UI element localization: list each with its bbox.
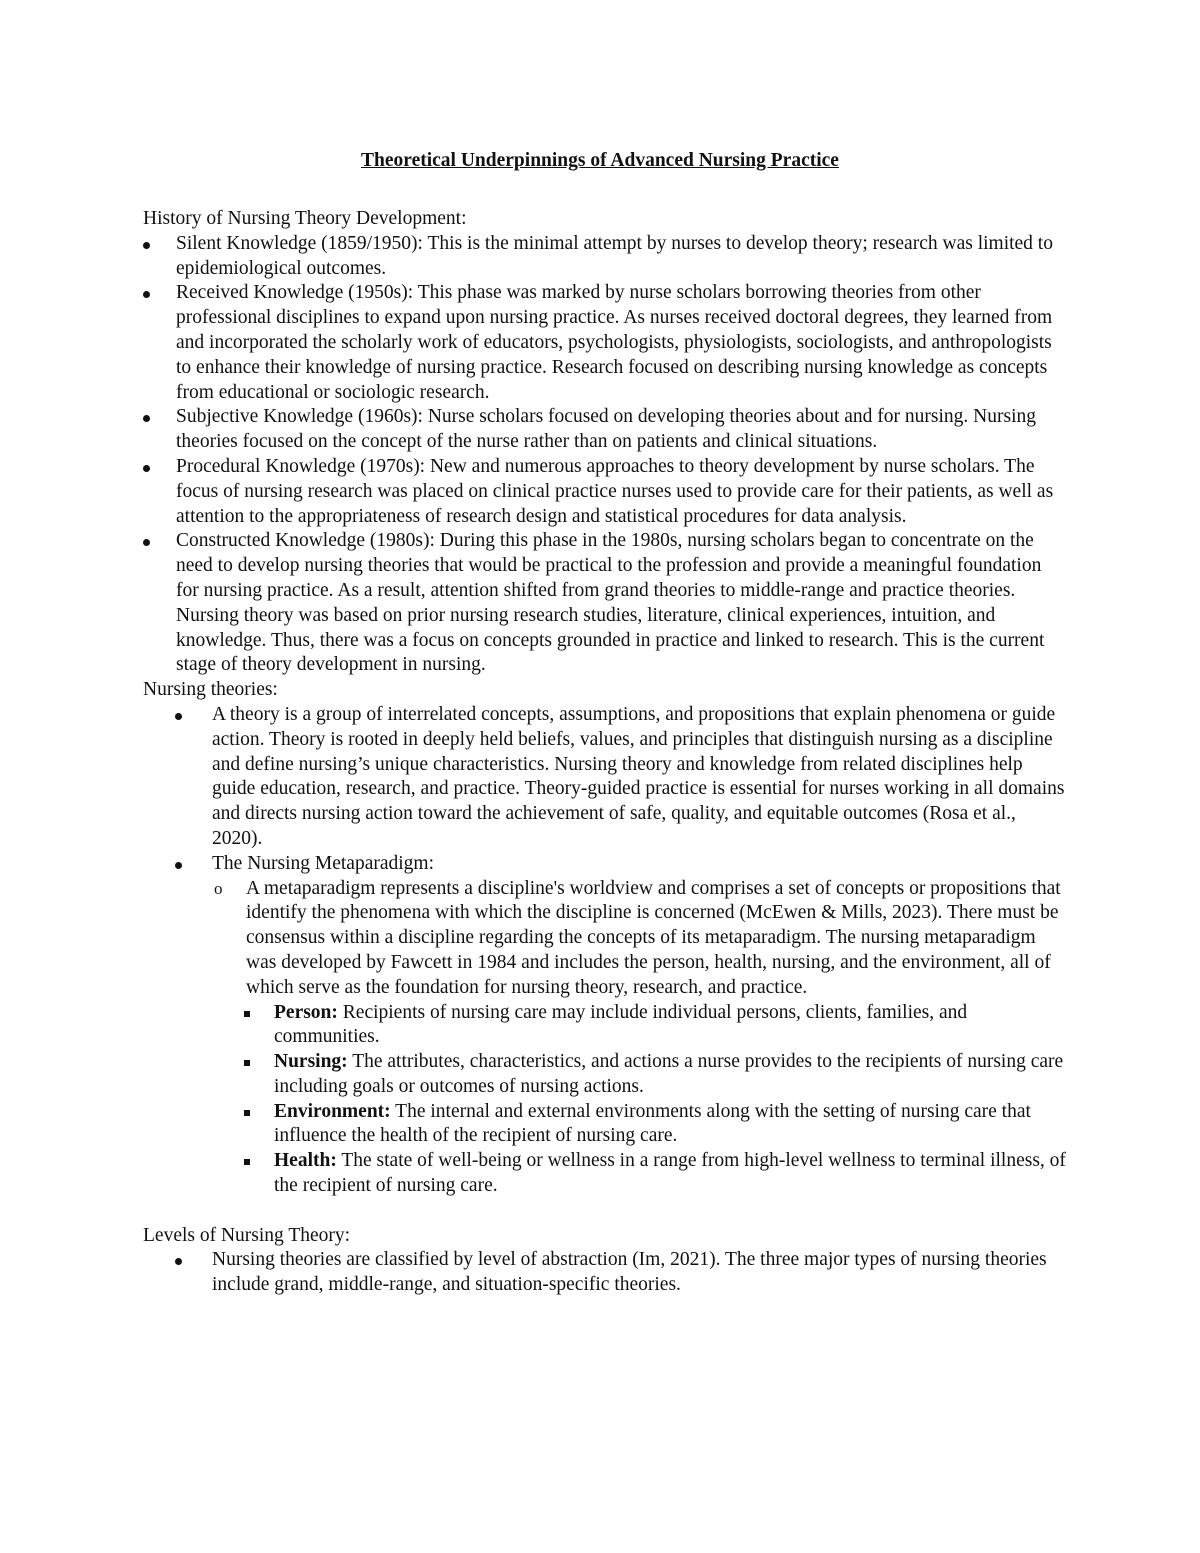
- list-item: A theory is a group of interrelated concepts, assumptions, and propositions that explain phenomena or guide action. Theory is rooted in deeply held beliefs, values, and principles that distinguish nursing as a discipline and define nursing’s unique characteristics. Nursing theory and knowledge from related disciplines help guide education, research, and practice. Theory-guided practice is essential for nurses working in all domains and directs nursing action toward the achievement of safe, quality, and equitable outcomes (Rosa et al., 2020).: [143, 703, 1068, 852]
- document-title: Theoretical Underpinnings of Advanced Nursing Practice: [361, 150, 839, 171]
- square-bullet-icon: [244, 1001, 250, 1026]
- bullet-icon: [143, 529, 150, 554]
- list-item: Nursing theories are classified by level of abstraction (Im, 2021). The three major types of nursing theories include grand, middle-range, and situation-specific theories.: [143, 1248, 1068, 1298]
- levels-heading: Levels of Nursing Theory:: [143, 1224, 351, 1246]
- concept-term: Health:: [274, 1150, 337, 1172]
- circle-bullet-icon: o: [214, 878, 223, 898]
- concept-term: Person:: [274, 1001, 338, 1023]
- spacer: [143, 1199, 1068, 1224]
- square-bullet-icon: [244, 1100, 250, 1125]
- list-item: Procedural Knowledge (1970s): New and numerous approaches to theory development by nurse scholars. The focus of nursing research was placed on clinical practice nurses used to provide care for their patients, as well as attention to the appropriateness of research design and statistical procedures for data analysis.: [143, 455, 1068, 529]
- history-list: [143, 232, 1068, 678]
- theories-heading: Nursing theories:: [143, 679, 278, 701]
- list-item: Subjective Knowledge (1960s): Nurse scholars focused on developing theories about and for nursing. Nursing theories focused on the concept of the nurse rather than on patients and clinical situations.: [143, 405, 1068, 455]
- bullet-icon: [143, 232, 150, 257]
- list-item: Environment: The internal and external environments along with the setting of nursing care that influence the health of the recipient of nursing care.: [143, 1100, 1068, 1150]
- bullet-icon: [143, 281, 150, 306]
- history-heading: History of Nursing Theory Development:: [143, 208, 467, 229]
- list-item: The Nursing Metaparadigm: o A metaparadigm represents a discipline's worldview and comprises a set of concepts or propositions that identify the phenomena with which the discipline is concerned (McEwen & Mills, 2023). There must be consensus within a discipline regarding the concepts of its metaparadigm. The nursing metaparadigm was developed by Fawcett in 1984 and includes the person, health, nursing, and the environment, all of which serve as the foundation for nursing theory, research, and practice. Person: Recipients of nursing care may include individual persons, clients, families, and communities. Nursing: The attributes, characteristics, and actions a nurse provides to the recipients of nursing care including goals or outcomes of nursing actions. Environment: The internal and external environments along with the setting of nursing care that influence the health of the recipient of nursing care. Health: The state of well-being or wellness in a range from high-level wellness to terminal illness, of the recipient of nursing care.: [143, 852, 1068, 1199]
- list-item: Nursing: The attributes, characteristics, and actions a nurse provides to the recipients of nursing care including goals or outcomes of nursing actions.: [143, 1050, 1068, 1100]
- bullet-icon: [143, 455, 150, 480]
- bullet-icon: [143, 405, 150, 430]
- document-body: [143, 207, 1068, 1298]
- list-item: Health: The state of well-being or wellness in a range from high-level wellness to terminal illness, of the recipient of nursing care.: [143, 1149, 1068, 1199]
- levels-list: [143, 1248, 1068, 1298]
- bullet-icon: [175, 852, 182, 877]
- concept-list: [143, 1001, 1068, 1199]
- bullet-icon: [175, 1248, 182, 1273]
- theories-list: [143, 703, 1068, 1199]
- concept-term: Environment:: [274, 1100, 391, 1122]
- list-item: Silent Knowledge (1859/1950): This is the minimal attempt by nurses to develop theory; research was limited to epidemiological outcomes.: [143, 232, 1068, 282]
- list-item: o A metaparadigm represents a discipline's worldview and comprises a set of concepts or propositions that identify the phenomena with which the discipline is concerned (McEwen & Mills, 2023). There must be consensus within a discipline regarding the concepts of its metaparadigm. The nursing metaparadigm was developed by Fawcett in 1984 and includes the person, health, nursing, and the environment, all of which serve as the foundation for nursing theory, research, and practice. Person: Recipients of nursing care may include individual persons, clients, families, and communities. Nursing: The attributes, characteristics, and actions a nurse provides to the recipients of nursing care including goals or outcomes of nursing actions. Environment: The internal and external environments along with the setting of nursing care that influence the health of the recipient of nursing care. Health: The state of well-being or wellness in a range from high-level wellness to terminal illness, of the recipient of nursing care.: [143, 877, 1068, 1199]
- list-item: Constructed Knowledge (1980s): During this phase in the 1980s, nursing scholars began to concentrate on the need to develop nursing theories that would be practical to the profession and provide a meaningful foundation for nursing practice. As a result, attention shifted from grand theories to middle-range and practice theories. Nursing theory was based on prior nursing research studies, literature, clinical experiences, intuition, and knowledge. Thus, there was a focus on concepts grounded in practice and linked to research. This is the current stage of theory development in nursing.: [143, 529, 1068, 678]
- bullet-icon: [175, 703, 182, 728]
- list-item: Received Knowledge (1950s): This phase was marked by nurse scholars borrowing theories from other professional disciplines to expand upon nursing practice. As nurses received doctoral degrees, they learned from and incorporated the scholarly work of educators, psychologists, physiologists, sociologists, and anthropologists to enhance their knowledge of nursing practice. Research focused on describing nursing knowledge as concepts from educational or sociologic research.: [143, 281, 1068, 405]
- list-item: Person: Recipients of nursing care may include individual persons, clients, families, and communities.: [143, 1001, 1068, 1051]
- concept-term: Nursing:: [274, 1051, 348, 1073]
- metaparadigm-list: [143, 877, 1068, 1199]
- square-bullet-icon: [244, 1050, 250, 1075]
- square-bullet-icon: [244, 1149, 250, 1174]
